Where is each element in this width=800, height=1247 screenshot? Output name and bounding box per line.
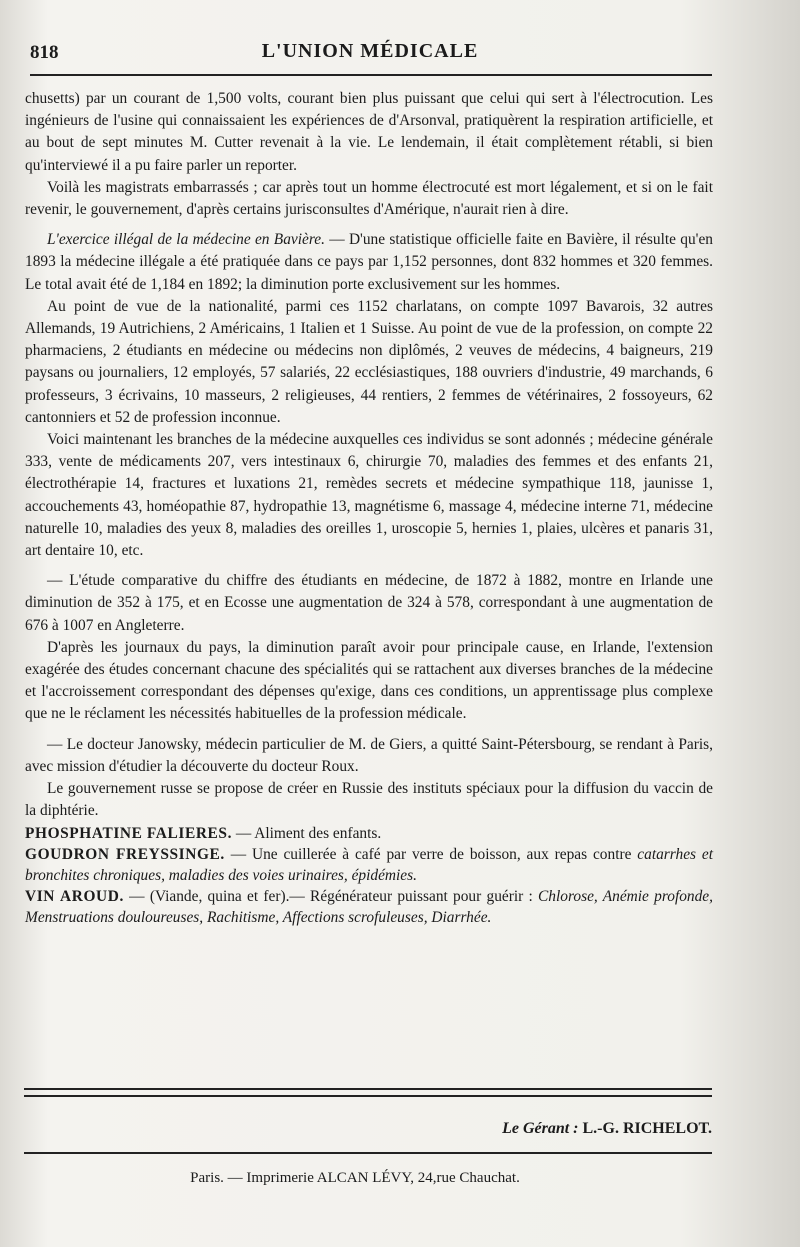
paragraph-vaccin: Le gouvernement russe se propose de créer en Russie des instituts spéciaux pour la diffusion du vaccin de la diphtérie. [25, 780, 713, 820]
double-rule [24, 1088, 712, 1102]
gerant-name: L.-G. RICHELOT. [582, 1120, 712, 1137]
rule-line [24, 1088, 712, 1090]
rule-line [24, 1095, 712, 1097]
ad-italic-text: catarrhes et bronchites chroniques, maladies des voies urinaires, épidémies. [25, 845, 713, 884]
ad-text: — Une cuillerée à café par verre de boisson, aux repas contre [230, 845, 632, 863]
paragraph-etudiants: — L'étude comparative du chiffre des étudiants en médecine, de 1872 à 1882, montre en Irlande une diminution de 352 à 175, et en Ecosse une augmentation de 324 à 578, correspondant à une augmentation de 676 à 1007 en Angleterre. [25, 572, 713, 634]
article-body [25, 88, 713, 928]
ad-phosphatine [25, 823, 713, 844]
paragraph-baviere-nationalite: Au point de vue de la nationalité, parmi ces 1152 charlatans, on compte 1097 Bavarois, 32 autres Allemands, 19 Autrichiens, 2 Américains, 1 Italien et 1 Suisse. Au point de vue de la profession, on compte 22 pharmaciens, 2 étudiants en médecine ou médecins non diplômés, 2 veuves de médecins, 4 baigneurs, 219 paysans ou journaliers, 12 employés, 57 salariés, 22 ecclésiastiques, 188 ouvriers d'industrie, 49 marchands, 6 professeurs, 3 écrivains, 10 masseurs, 2 religieuses, 44 rentiers, 2 femmes de vétérinaires, 2 fossoyeurs, 62 cantonniers et 52 de profession inconnue. [25, 297, 713, 426]
journal-title: L'UNION MÉDICALE [261, 40, 479, 62]
paragraph-baviere-branches: Voici maintenant les branches de la médecine auxquelles ces individus se sont adonnés ; médecine générale 333, vente de médicaments 207, vers intestinaux 6, chirurgie 70, maladies des femmes et des enfants 21, électrothérapie 14, fractures et luxations 21, remèdes secrets et médecine sympathique 118, jaunisse 1, accouchements 43, homéopathie 87, hydropathie 13, magnétisme 6, massage 4, médecine interne 71, médecine naturelle 10, maladies des yeux 8, maladies des oreilles 1, uroscopie 5, hernies 1, plaies, ulcères et panaris 31, art dentaire 10, etc. [25, 431, 713, 560]
gerant-signature [502, 1120, 712, 1138]
printer-imprint: Paris. — Imprimerie ALCAN LÉVY, 24,rue Chauchat. [190, 1170, 520, 1186]
ad-name: VIN AROUD. [25, 887, 124, 905]
paragraph-baviere-intro [25, 229, 713, 296]
page-header [30, 38, 710, 74]
ad-text: — Aliment des enfants. [235, 824, 382, 842]
header-rule [30, 74, 712, 76]
ad-goudron [25, 844, 713, 886]
paragraph-magistrats: Voilà les magistrats embarrassés ; car après tout un homme électrocuté est mort légalement, et si on le fait revenir, le gouvernement, d'après certains jurisconsultes d'Amérique, n'aurait rien à dire. [25, 178, 713, 219]
ad-italic-text: Chlorose, Anémie profonde, Menstruations douloureuses, Rachitisme, Affections scrofuleuses, Diarrhée. [25, 887, 713, 926]
page-number: 818 [30, 42, 59, 63]
paragraph-janowsky: — Le docteur Janowsky, médecin particulier de M. de Giers, a quitté Saint-Pétersbourg, se rendant à Paris, avec mission d'étudier la découverte du docteur Roux. [25, 735, 713, 775]
section-title-baviere: L'exercice illégal de la médecine en Bavière. [47, 231, 325, 249]
ad-vin-aroud [25, 886, 713, 928]
paragraph-etudiants-cause: D'après les journaux du pays, la diminution paraît avoir pour principale cause, en Irlande, l'extension exagérée des études concernant chacune des spécialités qui se rattachent aux diverses branches de la médecine et l'accroissement correspondant des dépenses qu'exige, dans ces conditions, un apprentissage plus complexe que ne le réclament les nécessités habituelles de la profession médicale. [25, 638, 713, 723]
ad-text: — (Viande, quina et fer).— Régénérateur puissant pour guérir : [129, 887, 533, 905]
paragraph-electrocution: chusetts) par un courant de 1,500 volts, courant bien plus puissant que celui qui sert à l'électrocution. Les ingénieurs de l'usine qui connaissaient les expériences de d'Arsonval, pratiquèrent la respiration artificielle, et au bout de sept minutes M. Cutter revenait à la vie. Le lendemain, il était complètement rétabli, si bien qu'interviewé il a pu faire parler un reporter. [25, 90, 713, 174]
ad-name: GOUDRON FREYSSINGE. [25, 845, 225, 863]
baviere-text: — D'une statistique officielle faite en Bavière, il résulte qu'en 1893 la médecine illégale a été pratiquée dans ce pays par 1,152 personnes, dont 832 hommes et 320 femmes. Le total avait été de 1,184 en 1892; la diminution porte exclusivement sur les hommes. [25, 231, 713, 293]
footer-rule [24, 1152, 712, 1154]
gerant-label: Le Gérant : [502, 1120, 579, 1137]
ad-name: PHOSPHATINE FALIERES. [25, 824, 233, 842]
